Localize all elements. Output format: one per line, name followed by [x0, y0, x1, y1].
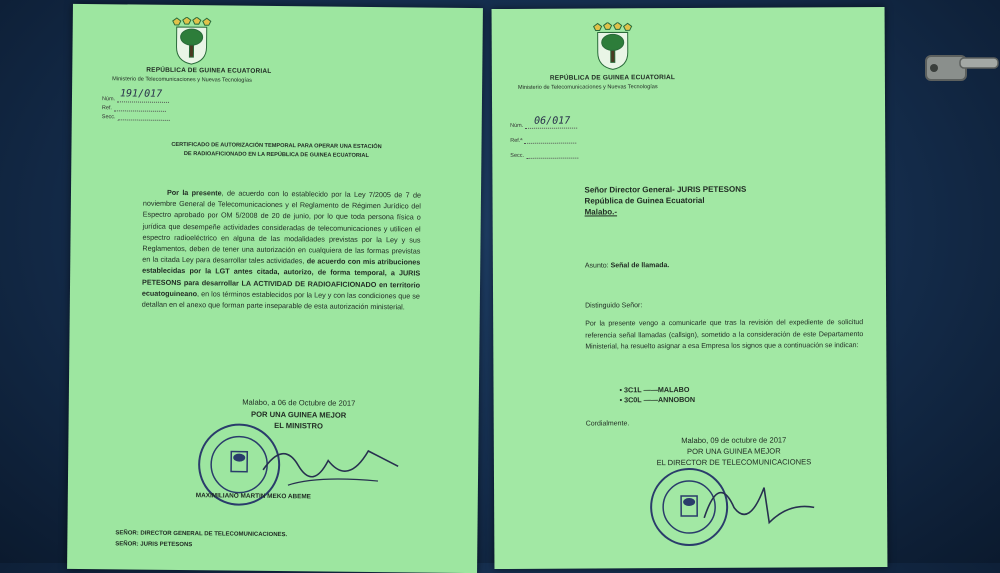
certificate-body: Por la presente, de acuerdo con lo establecido por la Ley 7/2005 de 7 de noviembre General de Telecomunicaciones y el Reglamento de Régimen Jurídico del Espectro aprobado por OM 5/2008 de 20 de junio, por lo que toda persona física o jurídica que desempeñe actividades consideradas de telecomunicaciones y utilicen el espectro radioeléctrico en alguna de las modalidades previstas por la Ley y sus Reglamentos, deben de tener una autorización en cualquiera de las formas previstas en la citada Ley para desarrollar tales actividades, de acuerdo con mis atribuciones establecidas por la LGT antes citada, autorizo, de forma temporal, a JURIS PETESONS para desarrollar LA ACTIVIDAD DE RADIOAFICIONADO en territorio ecuatoguineano, en los términos establecidos por la Ley y con las condiciones que se detallan en el anexo que forman parte inseparable de esta autorización ministerial.	[141, 187, 422, 312]
left-closing-1: POR UNA GUINEA MEJOR	[251, 409, 347, 420]
left-sec-field: Secc.	[102, 114, 170, 121]
right-sec-field: Secc.	[510, 153, 578, 159]
right-closing-2: EL DIRECTOR DE TELECOMUNICACIONES	[656, 457, 812, 468]
callsign-item: • 3C0L ——ANNOBON	[619, 394, 696, 405]
left-footer-2: SEÑOR: JURIS PETESONS	[115, 541, 193, 549]
director-signature	[694, 467, 824, 543]
left-date: Malabo, a 06 de Octubre de 2017	[242, 397, 356, 408]
left-header-ministry: Ministerio de Telecomunicaciones y Nuevas Tecnologías	[112, 76, 252, 84]
callsign-list	[620, 385, 696, 405]
right-header-title: REPÚBLICA DE GUINEA ECUATORIAL	[549, 74, 676, 82]
key-object	[920, 38, 1000, 103]
greeting: Distinguido Señor:	[585, 302, 643, 310]
left-footer-1: SEÑOR: DIRECTOR GENERAL DE TELECOMUNICACIONES.	[115, 530, 288, 539]
authorization-certificate-document	[67, 4, 483, 573]
subject-line: Asunto: Señal de llamada.	[584, 262, 670, 270]
right-date: Malabo, 09 de octubre de 2017	[681, 435, 787, 446]
left-num-field: Núm.	[102, 96, 169, 103]
equatorial-guinea-coat-of-arms-icon	[166, 17, 216, 66]
regards: Cordialmente.	[585, 420, 630, 428]
right-header-ministry: Ministerio de Telecomunicaciones y Nuevas Tecnologías	[517, 84, 658, 91]
letter-body: Por la presente vengo a comunicarle que tras la revisión del expediente de solicitud referencia señal llamadas (callsign), sometido a la consideración de este Departamento Ministerial, ha resuelto asignar a esa Empresa los signos que a continuación se indican:	[585, 319, 864, 351]
right-ref-field: Ref.ª	[510, 138, 576, 144]
left-closing-2: EL MINISTRO	[274, 420, 324, 431]
left-num-value: 191/017	[119, 88, 163, 100]
left-signatory: MAXIMILIANO MARTIN MEKO ABEME	[195, 492, 312, 501]
certificate-title: CERTIFICADO DE AUTORIZACIÓN TEMPORAL PARA OPERAR UNA ESTACIÓN DE RADIOAFICIONADO EN LA REPÚBLICA DE GUINEA ECUATORIAL	[171, 141, 382, 159]
right-num-field: Núm.	[510, 123, 577, 129]
callsign-letter-document	[492, 7, 888, 569]
equatorial-guinea-coat-of-arms-icon	[588, 22, 638, 70]
right-closing-1: POR UNA GUINEA MEJOR	[686, 446, 781, 457]
addressee-block: Señor Director General- JURIS PETESONS República de Guinea Ecuatorial Malabo.-	[584, 184, 747, 217]
right-num-value: 06/017	[534, 115, 571, 127]
left-header-title: REPÚBLICA DE GUINEA ECUATORIAL	[146, 66, 272, 75]
callsign-item: • 3C1L ——MALABO	[619, 385, 690, 395]
left-ref-field: Ref.	[102, 105, 166, 112]
